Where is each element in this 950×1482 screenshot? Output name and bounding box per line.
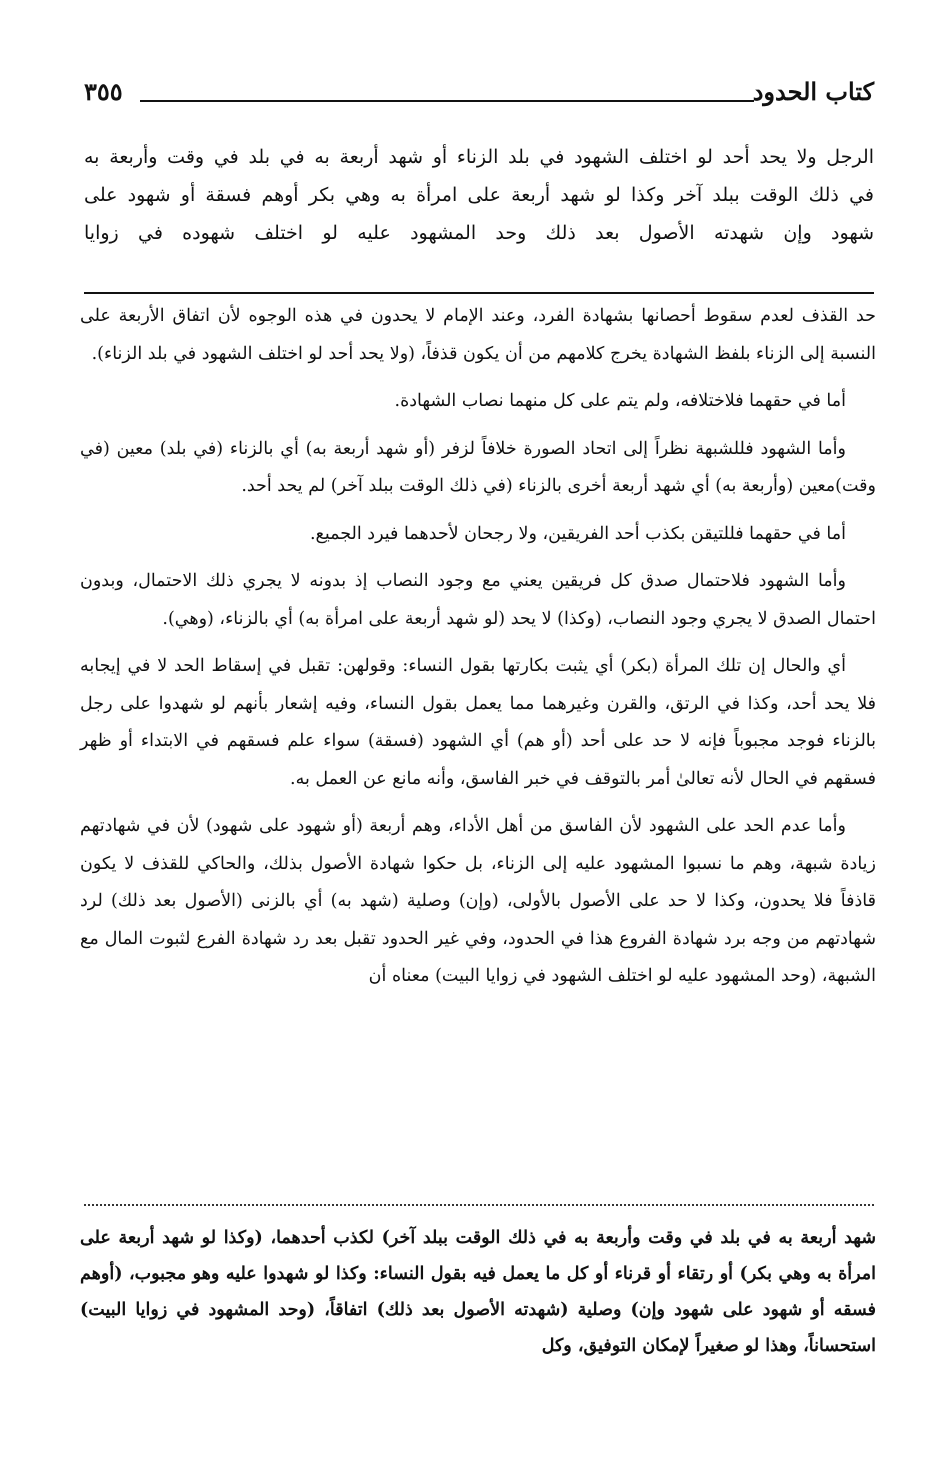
commentary-paragraph: أما في حقهما فللتيقن بكذب أحد الفريقين، ولا رجحان لأحدهما فيرد الجميع. bbox=[309, 523, 846, 544]
commentary-paragraph: أي والحال إن تلك المرأة (بكر) أي يثبت بكارتها بقول النساء: وقولهن: تقبل في إسقاط الحد لا في إيجابه فلا يحد أحد، وكذا في الرتق، والقرن وغيرهما مما يعمل بقول النساء، وفيه إشعار بأنهم لو شهدوا على رجل بالزناء فوجد مجبوباً فإنه لا حد على أحد (أو هم) أي الشهود (فسقة) سواء علم فسقهم في الابتداء أو ظهر فسقهم في الحال لأنه تعالىٰ أمر بالتوقف في خبر الفاسق، وأنه مانع عن العمل به. bbox=[80, 656, 876, 789]
main-text-line: شهود وإن شهدته الأصول بعد ذلك وحد المشهود عليه لو اختلف شهوده في زوايا bbox=[84, 222, 874, 244]
page-header bbox=[84, 72, 874, 112]
commentary-paragraph: وأما الشهود فللشبهة نظراً إلى اتحاد الصورة خلافاً لزفر (أو شهد أربعة به) أي بالزناء (في بلد) معين (في وقت)معين (وأربعة به) أي شهد أربعة أخرى بالزناء (في ذلك الوقت ببلد آخر) لم يحد أحد. bbox=[80, 438, 876, 496]
commentary-paragraph: وأما الشهود فلاحتمال صدق كل فريقين يعني مع وجود النصاب إذ بدونه لا يجري ذلك الاحتمال، وبدون احتمال الصدق لا يجري وجود النصاب، (وكذا) لا يحد (لو شهد أربعة على امرأة به) أي بالزناء، (وهي). bbox=[80, 571, 876, 629]
header-rule bbox=[140, 100, 754, 102]
commentary bbox=[80, 298, 876, 1006]
footnote-text: شهد أربعة به في بلد في وقت وأربعة به في ذلك الوقت ببلد آخر) لكذب أحدهما، (وكذا لو شهد أربعة على امرأة به وهي بكر) أو رتقاء أو قرناء أو كل ما يعمل فيه بقول النساء: وكذا لو شهدوا عليه وهو مجبوب، (أوهم فسقه أو شهود على شهود وإن) وصلية (شهدته الأصول بعد ذلك) اتفاقاً، (وحد المشهود في زوايا البيت) استحساناً، وهذا لو صغيراً لإمكان التوفيق، وكل bbox=[80, 1228, 876, 1356]
running-title: كتاب الحدود bbox=[752, 77, 874, 106]
section-divider bbox=[84, 292, 874, 294]
footnote-separator bbox=[84, 1204, 874, 1206]
commentary-paragraph: حد القذف لعدم سقوط أحصانها بشهادة الفرد، وعند الإمام لا يحدون في هذه الوجوه لأن اتفاق الأربعة على النسبة إلى الزناء بلفظ الشهادة يخرج كلامهم من أن يكون قذفاً، (ولا يحد أحد لو اختلف الشهود في بلد الزناء). bbox=[80, 306, 876, 364]
main-text-line: في ذلك الوقت ببلد آخر وكذا لو شهد أربعة على امرأة به وهي بكر أوهم فسقة أو شهود على bbox=[84, 184, 874, 206]
page-number: ٣٥٥ bbox=[84, 77, 123, 106]
footnote bbox=[80, 1220, 876, 1364]
main-text-line: الرجل ولا يحد أحد لو اختلف الشهود في بلد الزناء أو شهد أربعة به في بلد في وقت وأربعة به bbox=[84, 146, 874, 168]
commentary-paragraph: أما في حقهما فلاختلافه، ولم يتم على كل منهما نصاب الشهادة. bbox=[394, 391, 846, 411]
main-text bbox=[84, 138, 874, 252]
commentary-paragraph: وأما عدم الحد على الشهود لأن الفاسق من أهل الأداء، وهم أربعة (أو شهود على شهود) لأن في شهادتهم زيادة شبهة، وهم ما نسبوا المشهود عليه إلى الزناء، بل حكوا شهادة الأصول بذلك، والحاكي للقذف لا يكون قاذفاً فلا يحدون، وكذا لا حد على الأصول بالأولى، (وإن) وصلية (شهد به) أي بالزنى (الأصول بعد ذلك) لرد شهادتهم من وجه برد شهادة الفروع هذا في الحدود، وفي غير الحدود تقبل بعد رد شهادة الفرع لثبوت المال مع الشبهة، (وحد المشهود عليه لو اختلف الشهود في زوايا البيت) معناه أن bbox=[80, 816, 876, 986]
